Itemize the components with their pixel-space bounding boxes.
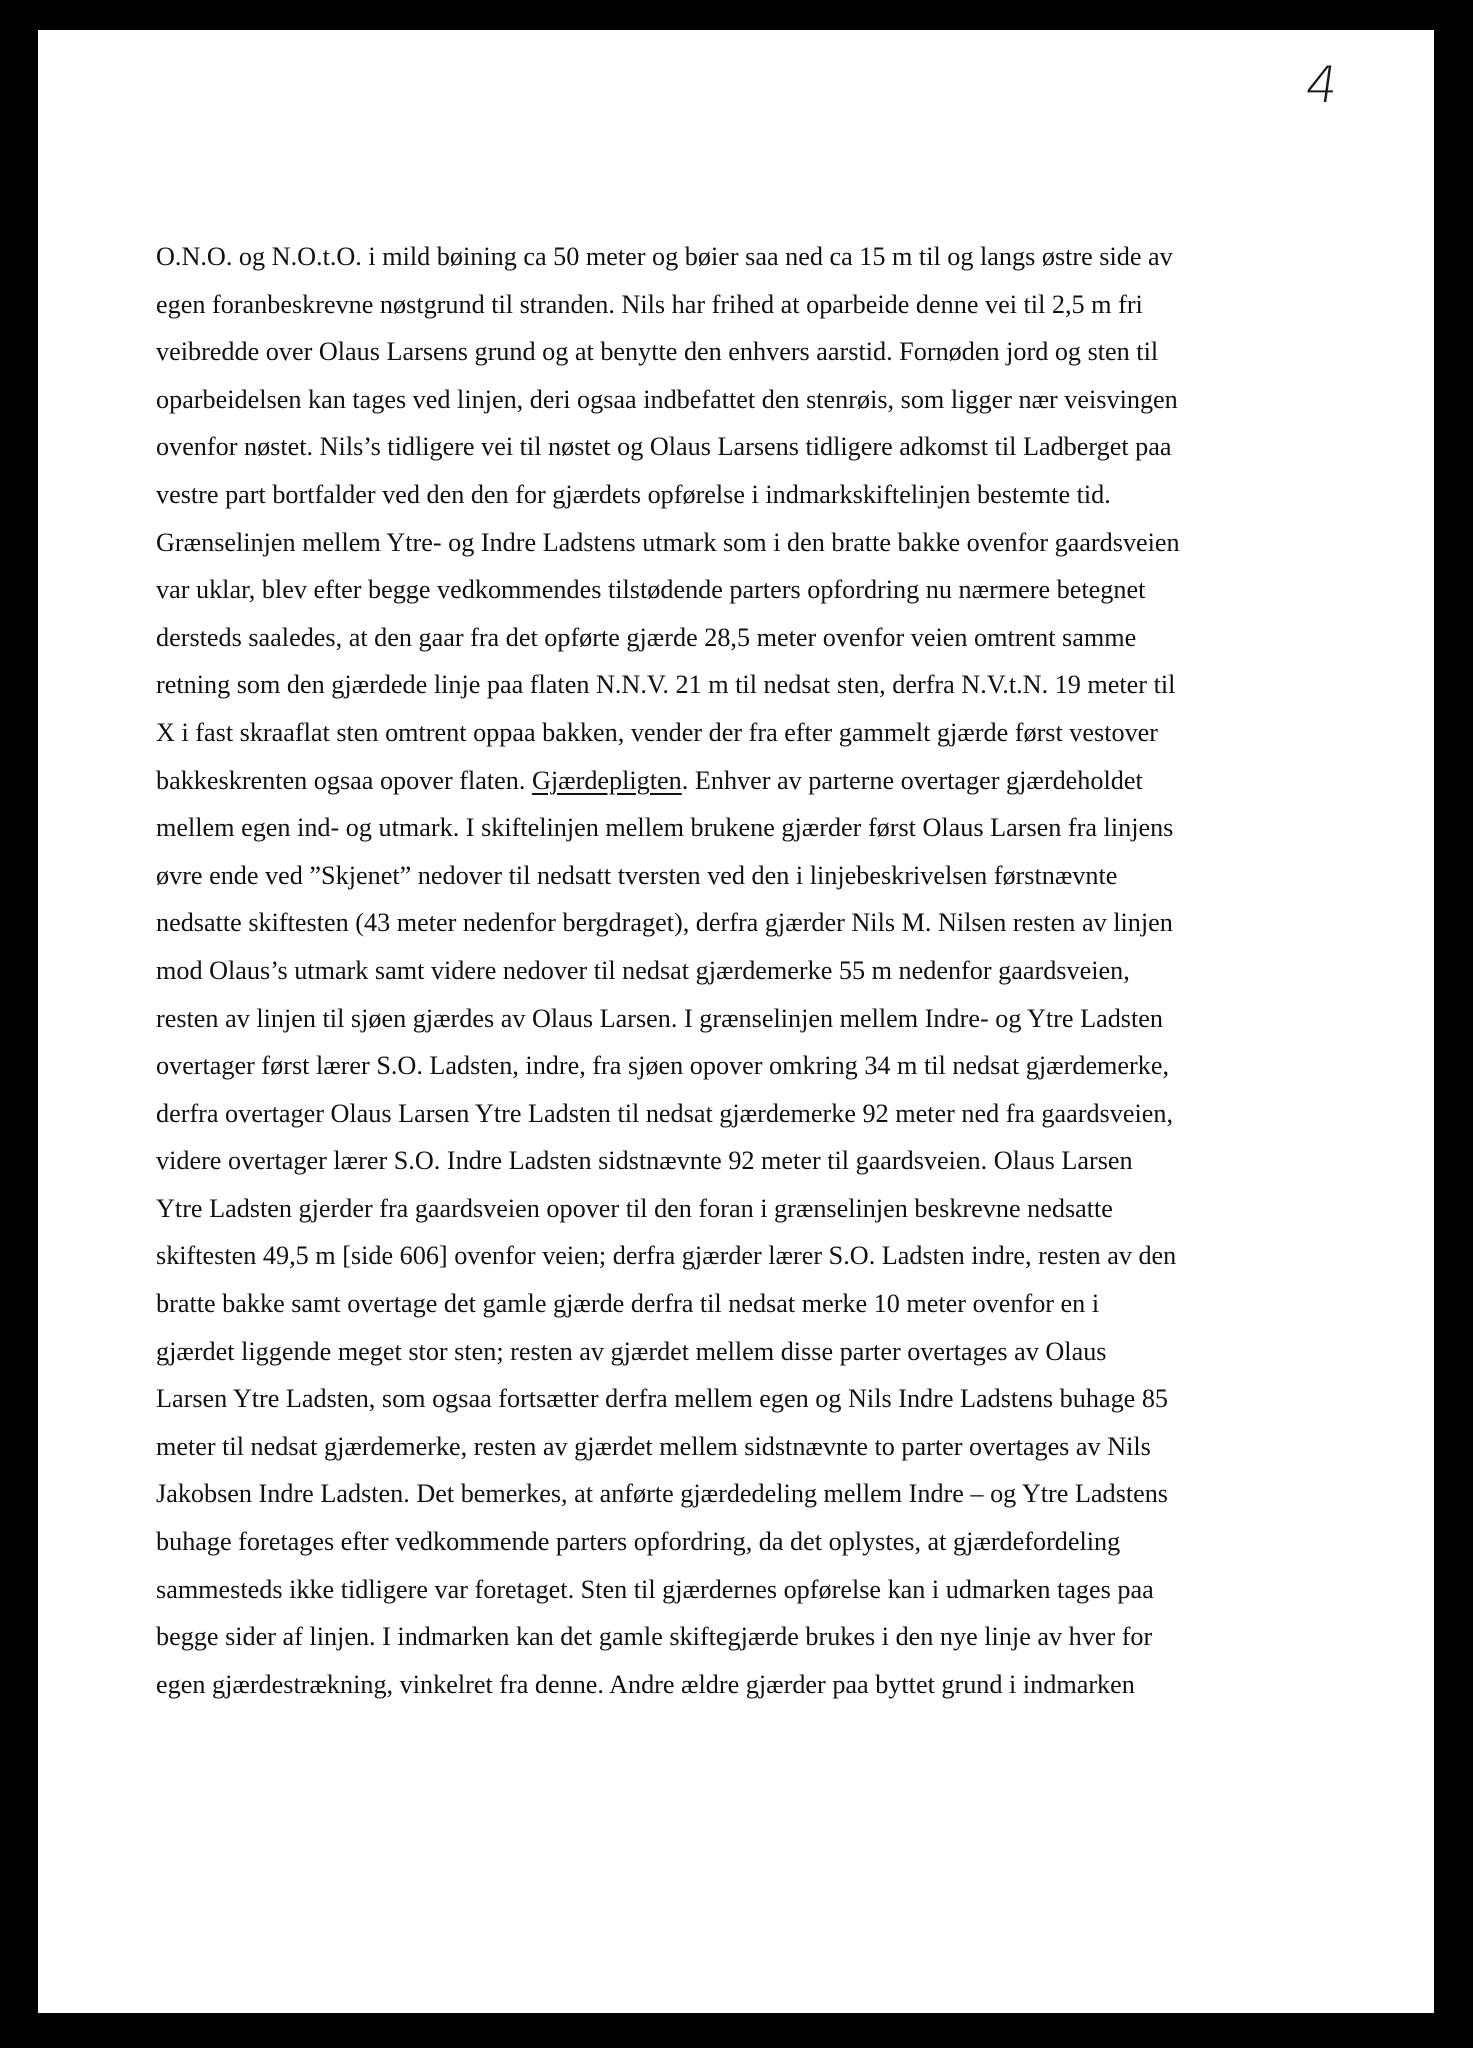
text-line: oparbeidelsen kan tages ved linjen, deri ogsaa indbefattet den stenrøis, som ligger nær veisvingen xyxy=(156,384,1178,414)
text-line: dersteds saaledes, at den gaar fra det opførte gjærde 28,5 meter ovenfor veien omtrent samme xyxy=(156,622,1137,652)
text-line: mod Olaus’s utmark samt videre nedover til nedsat gjærdemerke 55 m nedenfor gaardsveien, xyxy=(156,955,1130,985)
text-line: Grænselinjen mellem Ytre- og Indre Ladstens utmark som i den bratte bakke ovenfor gaardsveien xyxy=(156,527,1180,557)
text-line: Larsen Ytre Ladsten, som ogsaa fortsætter derfra mellem egen og Nils Indre Ladstens buhage 85 xyxy=(156,1384,1169,1414)
body-text xyxy=(156,233,1336,1708)
text-line: mellem egen ind- og utmark. I skiftelinjen mellem brukene gjærder først Olaus Larsen fra linjens xyxy=(156,813,1174,843)
text-line: derfra overtager Olaus Larsen Ytre Ladsten til nedsat gjærdemerke 92 meter ned fra gaardsveien, xyxy=(156,1098,1173,1128)
text-line: skiftesten 49,5 m [side 606] ovenfor veien; derfra gjærder lærer S.O. Ladsten indre, resten av den xyxy=(156,1241,1177,1271)
text-line: øvre ende ved ”Skjenet” nedover til nedsatt tversten ved den i linjebeskrivelsen førstnævnte xyxy=(156,860,1118,890)
text-line: overtager først lærer S.O. Ladsten, indre, fra sjøen opover omkring 34 m til nedsat gjærdemerke, xyxy=(156,1051,1170,1081)
page-number: 4 xyxy=(1301,56,1342,114)
text-line: sammesteds ikke tidligere var foretaget. Sten til gjærdernes opførelse kan i udmarken tages paa xyxy=(156,1574,1154,1604)
text-line: Ytre Ladsten gjerder fra gaardsveien opover til den foran i grænselinjen beskrevne nedsatte xyxy=(156,1193,1113,1223)
text-line: gjærdet liggende meget stor sten; resten av gjærdet mellem disse parter overtages av Olaus xyxy=(156,1336,1107,1366)
text-line: nedsatte skiftesten (43 meter nedenfor bergdraget), derfra gjærder Nils M. Nilsen resten av linjen xyxy=(156,908,1173,938)
text-line: buhage foretages efter vedkommende parters opfordring, da det oplystes, at gjærdefordeling xyxy=(156,1527,1121,1557)
text-line: vestre part bortfalder ved den den for gjærdets opførelse i indmarkskiftelinjen bestemte tid. xyxy=(156,479,1111,509)
underlined-term: Gjærdepligten xyxy=(531,765,682,795)
text-line: bakkeskrenten ogsaa opover flaten. Gjærdepligten. Enhver av parterne overtager gjærdeholdet xyxy=(156,765,1143,795)
text-line: egen gjærdestrækning, vinkelret fra denne. Andre ældre gjærder paa byttet grund i indmarken xyxy=(156,1669,1135,1699)
text-line: var uklar, blev efter begge vedkommendes tilstødende parters opfordring nu nærmere betegnet xyxy=(156,575,1146,605)
text-line: egen foranbeskrevne nøstgrund til stranden. Nils har frihed at oparbeide denne vei til 2,5 m fri xyxy=(156,289,1143,319)
text-line: O.N.O. og N.O.t.O. i mild bøining ca 50 meter og bøier saa ned ca 15 m til og langs østre side av xyxy=(156,242,1173,271)
text-line: begge sider af linjen. I indmarken kan det gamle skiftegjærde brukes i den nye linje av hver for xyxy=(156,1622,1153,1652)
text-line: Jakobsen Indre Ladsten. Det bemerkes, at anførte gjærdedeling mellem Indre – og Ytre Ladstens xyxy=(156,1479,1169,1509)
text-line: resten av linjen til sjøen gjærdes av Olaus Larsen. I grænselinjen mellem Indre- og Ytre Ladsten xyxy=(156,1003,1163,1033)
text-line: videre overtager lærer S.O. Indre Ladsten sidstnævnte 92 meter til gaardsveien. Olaus Larsen xyxy=(156,1146,1133,1176)
text-line: ovenfor nøstet. Nils’s tidligere vei til nøstet og Olaus Larsens tidligere adkomst til Ladberget paa xyxy=(156,432,1172,462)
text-line: retning som den gjærdede linje paa flaten N.N.V. 21 m til nedsat sten, derfra N.V.t.N. 19 meter til xyxy=(156,670,1176,700)
text-line: X i fast skraaflat sten omtrent oppaa bakken, vender der fra efter gammelt gjærde først vestover xyxy=(156,717,1159,747)
text-line: veibredde over Olaus Larsens grund og at benytte den enhvers aarstid. Fornøden jord og sten til xyxy=(156,337,1159,367)
text-line: bratte bakke samt overtage det gamle gjærde derfra til nedsat merke 10 meter ovenfor en i xyxy=(156,1289,1100,1319)
text-line: meter til nedsat gjærdemerke, resten av gjærdet mellem sidstnævnte to parter overtages av Nils xyxy=(156,1431,1151,1461)
